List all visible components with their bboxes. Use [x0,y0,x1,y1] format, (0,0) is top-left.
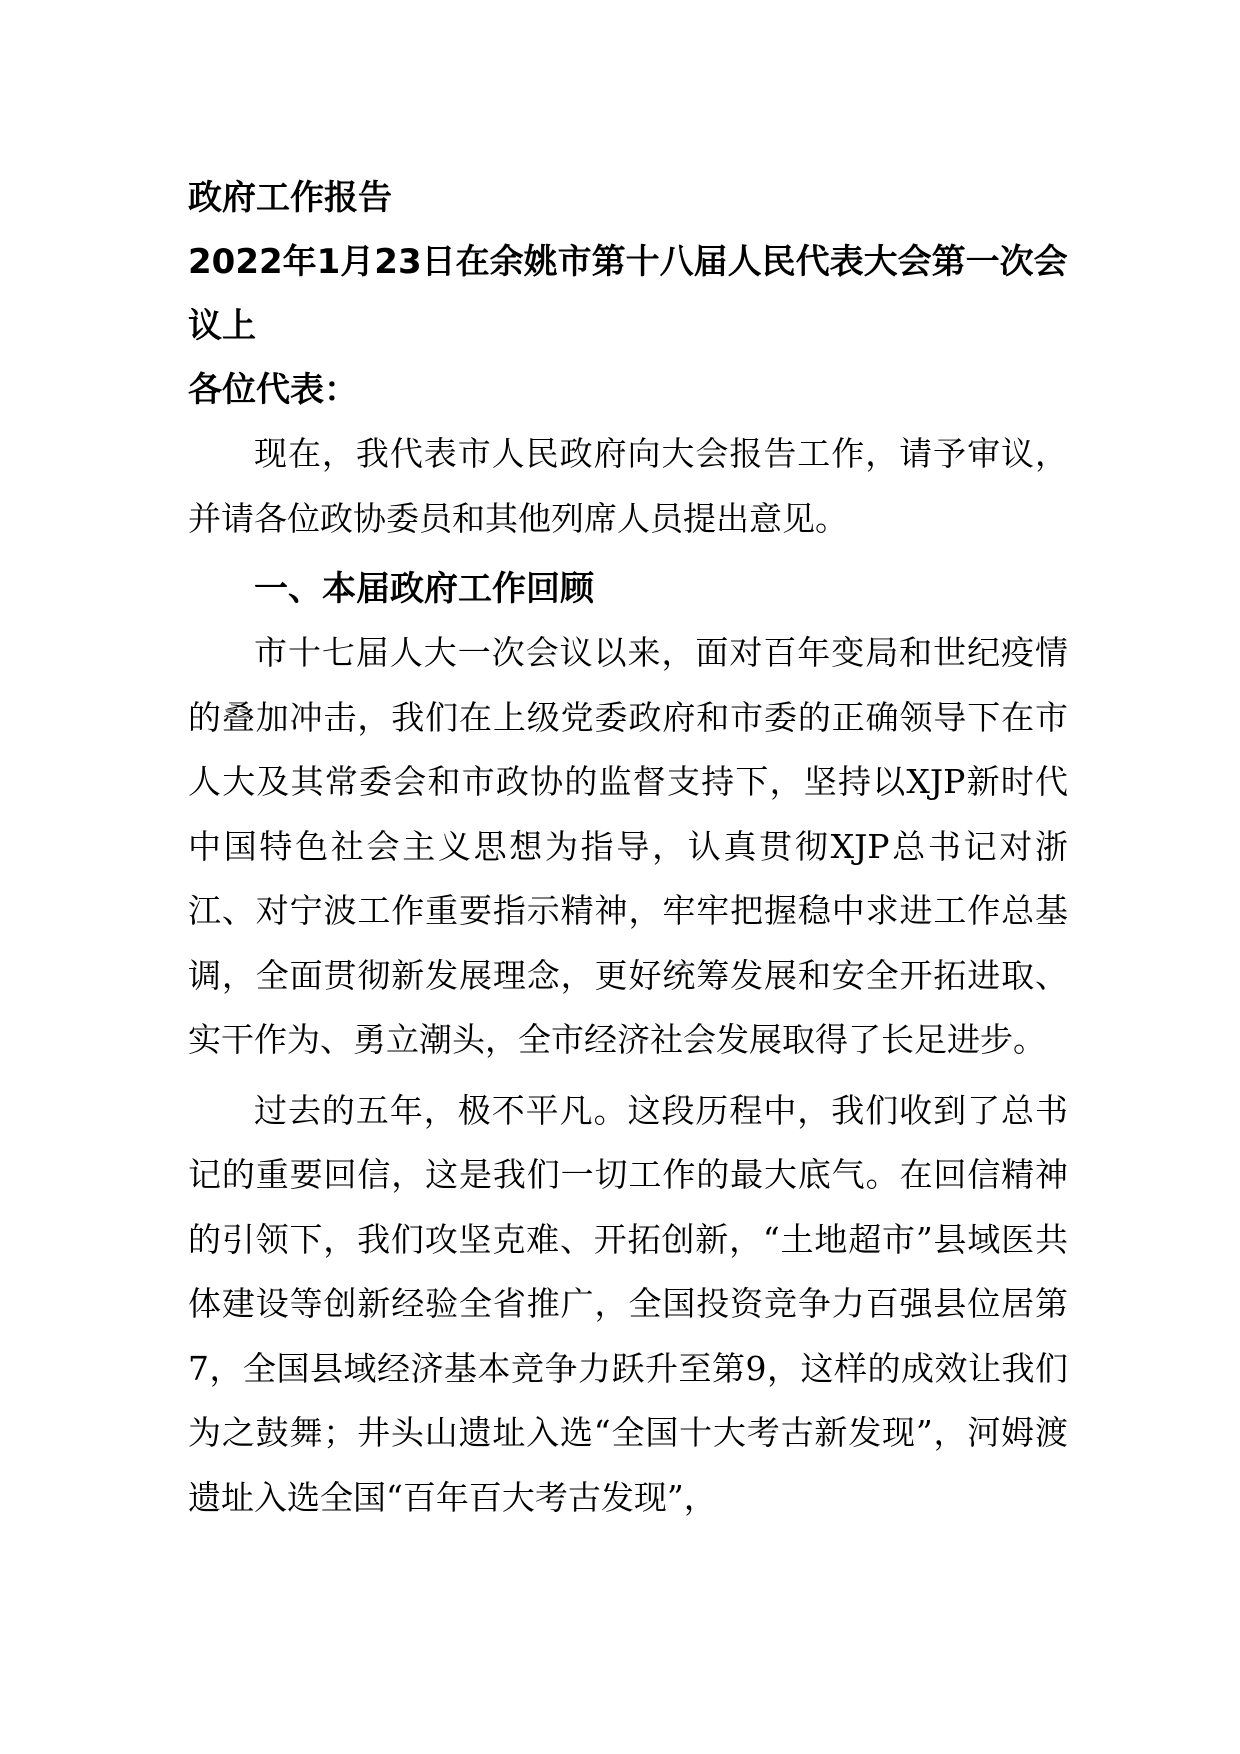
section-heading: 一、本届政府工作回顾 [254,569,594,609]
document-subtitle: 2022年1月23日在余姚市第十八届人民代表大会第一次会议上 [188,242,1068,346]
salutation: 各位代表： [188,370,358,410]
document-title: 政府工作报告 [188,178,392,218]
body-paragraph: 市十七届人大一次会议以来，面对百年变局和世纪疫情的叠加冲击，我们在上级党委政府和市委的正确领导下在市人大及其常委会和市政协的监督支持下，坚持以XJP新时代中国特色社会主义思想为指导，认真贯彻XJP总书记对浙江、对宁波工作重要指示精神，牢牢把握稳中求进工作总基调，全面贯彻新发展理念，更好统筹发展和安全开拓进取、实干作为、勇立潮头，全市经济社会发展取得了长足进步。 [188,633,1068,1059]
body-paragraph: 过去的五年，极不平凡。这段历程中，我们收到了总书记的重要回信，这是我们一切工作的最大底气。在回信精神的引领下，我们攻坚克难、开拓创新，“土地超市”县域医共体建设等创新经验全省推广，全国投资竞争力百强县位居第7，全国县域经济基本竞争力跃升至第9，这样的成效让我们为之鼓舞；井头山遗址入选“全国十大考古新发现”，河姆渡遗址入选全国“百年百大考古发现”， [188,1090,1068,1517]
document-body [188,166,1068,1530]
intro-paragraph: 现在，我代表市人民政府向大会报告工作，请予审议，并请各位政协委员和其他列席人员提出意见。 [188,434,1068,538]
